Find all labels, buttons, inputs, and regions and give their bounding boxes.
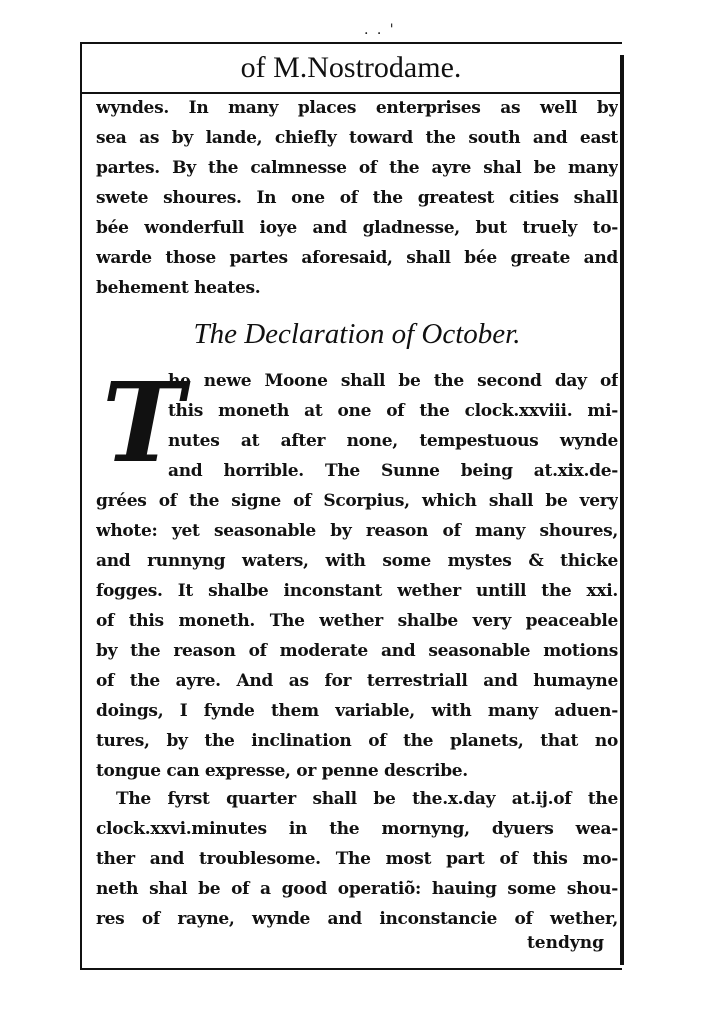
text-line: he newe Moone shall be the second day of bbox=[168, 371, 618, 391]
text-line: of this moneth. The wether shalbe very peaceable bbox=[96, 611, 618, 631]
text-line: fogges. It shalbe inconstant wether untill the xxi. bbox=[96, 581, 618, 601]
text-line: of the ayre. And as for terrestriall and humayne bbox=[96, 671, 618, 691]
top-marks: . . ' bbox=[364, 22, 396, 38]
text-line: by the reason of moderate and seasonable motions bbox=[96, 641, 618, 661]
text-line: this moneth at one of the clock.xxviii. mi- bbox=[168, 401, 618, 421]
text-line: partes. By the calmnesse of the ayre shal be many bbox=[96, 158, 618, 178]
text-line: doings, I fynde them variable, with many aduen- bbox=[96, 701, 618, 721]
text-line: warde those partes aforesaid, shall bée greate and bbox=[96, 248, 618, 268]
text-line: and horrible. The Sunne being at.xix.de- bbox=[168, 461, 618, 481]
text-line: tongue can expresse, or penne describe. bbox=[96, 761, 468, 781]
paragraph-3 bbox=[96, 784, 618, 934]
text-line: whote: yet seasonable by reason of many shoures, bbox=[96, 521, 618, 541]
text-line: neth shal be of a good operatiõ: hauing some shou- bbox=[96, 879, 618, 899]
text-line: clock.xxvi.minutes in the mornyng, dyuers wea- bbox=[96, 819, 618, 839]
text-line: wyndes. In many places enterprises as well by bbox=[96, 98, 618, 118]
text-line: behement heates. bbox=[96, 278, 261, 298]
catchword: tendyng bbox=[526, 933, 604, 953]
text-line: The fyrst quarter shall be the.x.day at.ij.of the bbox=[116, 789, 618, 809]
text-line: bée wonderfull ioye and gladnesse, but truely to- bbox=[96, 218, 618, 238]
text-line: swete shoures. In one of the greatest cities shall bbox=[96, 188, 618, 208]
text-line: and runnyng waters, with some mystes & thicke bbox=[96, 551, 618, 571]
text-line: sea as by lande, chiefly toward the south and east bbox=[96, 128, 618, 148]
text-line: grées of the signe of Scorpius, which shall be very bbox=[96, 491, 618, 511]
text-line: nutes at after none, tempestuous wynde bbox=[168, 431, 618, 451]
right-border-rule bbox=[620, 55, 624, 965]
paragraph-1 bbox=[96, 93, 618, 303]
running-head: of M.Nostrodame. bbox=[82, 44, 620, 94]
text-line: res of rayne, wynde and inconstancie of wether, bbox=[96, 909, 618, 929]
text-line: ther and troublesome. The most part of this mo- bbox=[96, 849, 618, 869]
drop-cap-initial: T bbox=[102, 358, 184, 487]
text-line: tures, by the inclination of the planets, that no bbox=[96, 731, 618, 751]
section-heading: The Declaration of October. bbox=[193, 318, 521, 350]
paragraph-2 bbox=[96, 358, 618, 786]
